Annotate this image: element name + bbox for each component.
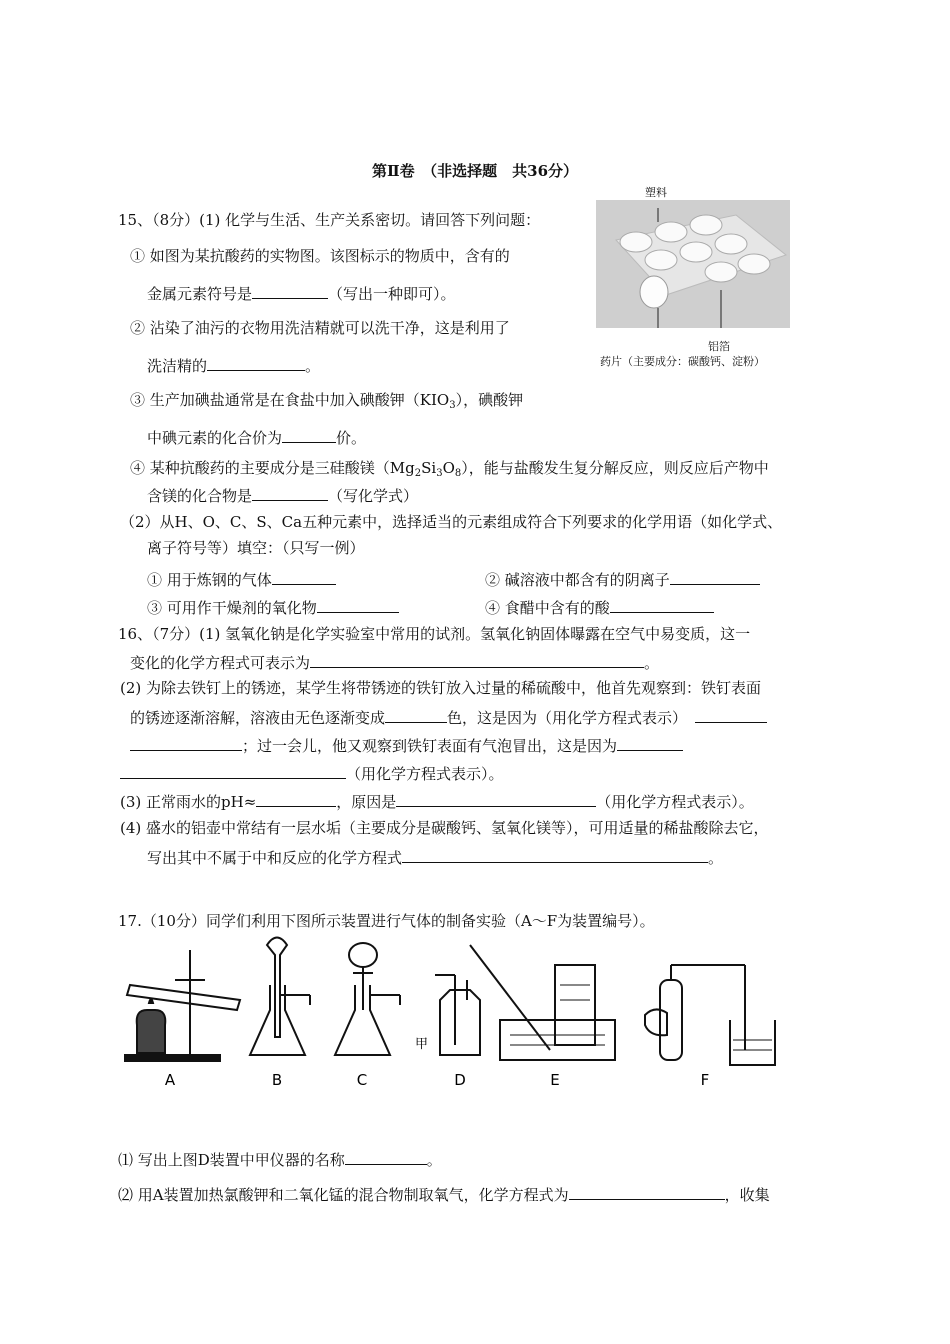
q15-part2b: 离子符号等）填空：（只写一例） (147, 539, 365, 557)
q15-p1b: 金属元素符号是 （写出一种即可）。 (147, 282, 456, 304)
answer-blank[interactable] (207, 354, 305, 371)
q17-sub1: ⑴ 写出上图D装置中甲仪器的名称 。 (118, 1148, 442, 1170)
apparatus-figure (115, 925, 805, 1095)
answer-blank[interactable] (402, 846, 708, 863)
apparatus-label-d: D (454, 1071, 466, 1089)
answer-blank[interactable] (272, 568, 336, 585)
answer-blank[interactable] (120, 762, 346, 779)
answer-blank[interactable] (252, 484, 328, 501)
q15-p2a: ② 沾染了油污的衣物用洗洁精就可以洗干净，这是利用了 (130, 319, 510, 337)
answer-blank[interactable] (670, 568, 760, 585)
q16-l2: 变化的化学方程式可表示为 。 (130, 651, 659, 673)
q16-l8: (4) 盛水的铝壶中常结有一层水垢（主要成分是碳酸钙、氢氧化镁等），可用适量的稀盐酸除去它， (120, 819, 769, 837)
apparatus-label-e: E (550, 1071, 560, 1089)
answer-blank[interactable] (610, 596, 714, 613)
q15-intro: 15、（8分）(1) 化学与生活、生产关系密切。请回答下列问题： (118, 211, 541, 229)
q15-p4a: ④ 某种抗酸药的主要成分是三硅酸镁$(Mg_2Si_3O_8)$，能与盐酸发生复分解反应，则反应后产物中 (130, 459, 769, 479)
q15-p4b: 含镁的化合物是 （写化学式） (147, 484, 418, 506)
label-jia: 甲 (415, 1037, 429, 1052)
apparatus-label-f: F (700, 1071, 710, 1089)
photo-caption: 药片（主要成分：碳酸钙、淀粉） (600, 355, 765, 368)
q16-l1: 16、（7分）(1) 氢氧化钠是化学实验室中常用的试剂。氢氧化钠固体曝露在空气中易变质，这一 (118, 625, 751, 643)
apparatus-label-a: A (164, 1071, 176, 1089)
q16-l6: （用化学方程式表示）。 (120, 762, 504, 784)
q15-p3b: 中碘元素的化合价为 价。 (147, 426, 366, 448)
q16-l5: ；过一会儿，他又观察到铁钉表面有气泡冒出，这是因为 (130, 734, 683, 756)
answer-blank[interactable] (252, 282, 328, 299)
answer-blank[interactable] (385, 706, 447, 723)
q15-s2: ② 碱溶液中都含有的阴离子 (485, 568, 760, 590)
antacid-photo (596, 200, 790, 328)
answer-blank[interactable] (617, 734, 683, 751)
answer-blank[interactable] (345, 1148, 427, 1165)
q15-s3: ③ 可用作干燥剂的氧化物 (147, 596, 399, 618)
apparatus-label-b: B (271, 1071, 283, 1089)
q15-s1: ① 用于炼钢的气体 (147, 568, 336, 590)
apparatus-drawing (115, 925, 805, 1095)
answer-blank[interactable] (310, 651, 644, 668)
apparatus-label-c: C (356, 1071, 368, 1089)
q16-l3: (2) 为除去铁钉上的锈迹，某学生将带锈迹的铁钉放入过量的稀硫酸中，他首先观察到：铁钉表面 (120, 679, 762, 697)
q16-l4: 的锈迹逐渐溶解，溶液由无色逐渐变成 色，这是因为（用化学方程式表示） (130, 706, 767, 728)
label-foil: 铝箔 (708, 340, 730, 353)
answer-blank[interactable] (396, 790, 596, 807)
q17-sub2: ⑵ 用A装置加热氯酸钾和二氧化锰的混合物制取氧气，化学方程式为 ，收集 (118, 1183, 770, 1205)
answer-blank[interactable] (569, 1183, 725, 1200)
q16-l7: (3) 正常雨水的pH≈ ，原因是 （用化学方程式表示）。 (120, 790, 754, 812)
answer-blank[interactable] (256, 790, 336, 807)
answer-blank[interactable] (130, 734, 242, 751)
q15-s4: ④ 食醋中含有的酸 (485, 596, 714, 618)
q15-part2a: （2）从H、O、C、S、Ca五种元素中，选择适当的元素组成符合下列要求的化学用语（如化学式、 (120, 513, 783, 531)
label-plastic: 塑料 (645, 186, 667, 199)
q16-l9: 写出其中不属于中和反应的化学方程式 。 (147, 846, 723, 868)
answer-blank[interactable] (695, 706, 767, 723)
answer-blank[interactable] (282, 426, 336, 443)
q15-p1a: ① 如图为某抗酸药的实物图。该图标示的物质中，含有的 (130, 247, 510, 265)
q17-intro: 17.（10分）同学们利用下图所示装置进行气体的制备实验（A～F为装置编号）。 (118, 912, 655, 930)
answer-blank[interactable] (317, 596, 399, 613)
section-title: 第Ⅱ卷 （非选择题 共36分） (371, 162, 579, 180)
q15-p3a: ③ 生产加碘盐通常是在食盐中加入碘酸钾$(KIO_3)$，碘酸钾 (130, 391, 524, 411)
tablet-blister-drawing (596, 200, 790, 328)
q15-p2b: 洗洁精的 。 (147, 354, 320, 376)
